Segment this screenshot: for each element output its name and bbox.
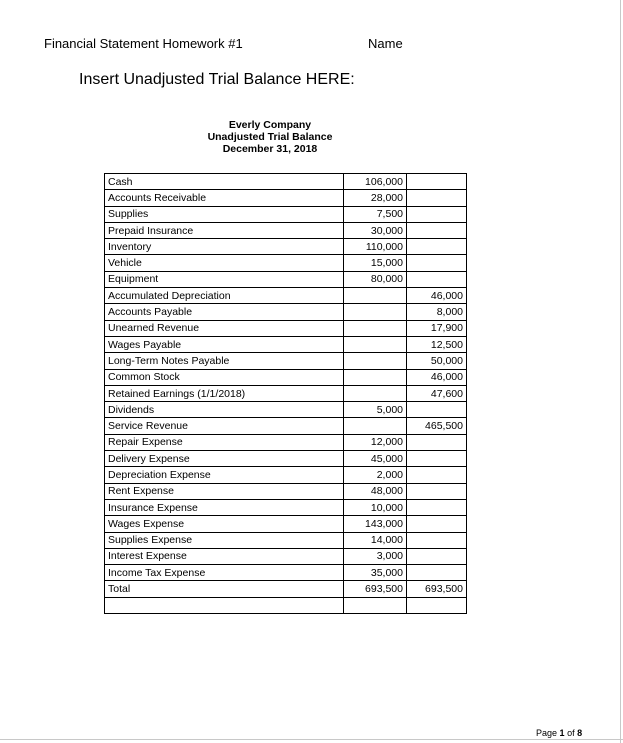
credit-cell xyxy=(407,190,467,206)
page-total: 8 xyxy=(577,728,583,738)
page-number: 1 xyxy=(559,728,565,738)
table-row xyxy=(105,548,467,564)
homework-title: Financial Statement Homework #1 xyxy=(44,36,243,51)
debit-cell: 2,000 xyxy=(344,467,407,483)
table-row xyxy=(105,255,467,271)
debit-cell xyxy=(344,369,407,385)
debit-cell xyxy=(344,385,407,401)
account-cell: Income Tax Expense xyxy=(105,565,344,581)
credit-cell xyxy=(407,565,467,581)
debit-cell: 7,500 xyxy=(344,206,407,222)
credit-cell xyxy=(407,222,467,238)
credit-cell xyxy=(407,255,467,271)
account-cell: Retained Earnings (1/1/2018) xyxy=(105,385,344,401)
debit-cell xyxy=(344,597,407,613)
credit-cell xyxy=(407,434,467,450)
debit-cell: 106,000 xyxy=(344,174,407,190)
credit-cell: 47,600 xyxy=(407,385,467,401)
table-row xyxy=(105,353,467,369)
page-indicator xyxy=(536,728,582,738)
credit-cell xyxy=(407,206,467,222)
debit-cell: 5,000 xyxy=(344,402,407,418)
table-row xyxy=(105,483,467,499)
account-cell xyxy=(105,597,344,613)
table-row xyxy=(105,467,467,483)
debit-cell: 10,000 xyxy=(344,499,407,515)
table-row xyxy=(105,304,467,320)
account-cell: Prepaid Insurance xyxy=(105,222,344,238)
credit-cell: 12,500 xyxy=(407,336,467,352)
debit-cell: 693,500 xyxy=(344,581,407,597)
credit-cell xyxy=(407,597,467,613)
credit-cell: 46,000 xyxy=(407,288,467,304)
debit-cell xyxy=(344,418,407,434)
table-row xyxy=(105,336,467,352)
credit-cell xyxy=(407,516,467,532)
table-row xyxy=(105,597,467,613)
debit-cell xyxy=(344,288,407,304)
credit-cell xyxy=(407,451,467,467)
table-row xyxy=(105,271,467,287)
account-cell: Accounts Receivable xyxy=(105,190,344,206)
account-cell: Depreciation Expense xyxy=(105,467,344,483)
page-edge-right xyxy=(620,0,621,743)
table-row xyxy=(105,451,467,467)
table-row xyxy=(105,320,467,336)
debit-cell xyxy=(344,353,407,369)
credit-cell xyxy=(407,467,467,483)
trial-balance-table xyxy=(104,173,467,614)
account-cell: Dividends xyxy=(105,402,344,418)
account-cell: Inventory xyxy=(105,239,344,255)
debit-cell xyxy=(344,304,407,320)
table-row xyxy=(105,516,467,532)
company-name: Everly Company xyxy=(228,119,312,131)
debit-cell: 15,000 xyxy=(344,255,407,271)
debit-cell: 28,000 xyxy=(344,190,407,206)
table-row xyxy=(105,565,467,581)
debit-cell: 110,000 xyxy=(344,239,407,255)
account-cell: Wages Payable xyxy=(105,336,344,352)
table-row xyxy=(105,385,467,401)
statement-heading xyxy=(180,119,360,155)
account-cell: Long-Term Notes Payable xyxy=(105,353,344,369)
account-cell: Equipment xyxy=(105,271,344,287)
table-row xyxy=(105,581,467,597)
debit-cell: 45,000 xyxy=(344,451,407,467)
table-row xyxy=(105,222,467,238)
page-of: of xyxy=(567,728,575,738)
account-cell: Rent Expense xyxy=(105,483,344,499)
table-row xyxy=(105,239,467,255)
table-row xyxy=(105,418,467,434)
table-row xyxy=(105,499,467,515)
page-edge-bottom xyxy=(0,739,623,740)
table-row xyxy=(105,369,467,385)
name-label: Name xyxy=(368,36,403,51)
debit-cell xyxy=(344,336,407,352)
table-row xyxy=(105,190,467,206)
debit-cell: 35,000 xyxy=(344,565,407,581)
table-row xyxy=(105,174,467,190)
credit-cell xyxy=(407,174,467,190)
debit-cell: 3,000 xyxy=(344,548,407,564)
credit-cell: 46,000 xyxy=(407,369,467,385)
credit-cell: 17,900 xyxy=(407,320,467,336)
account-cell: Accumulated Depreciation xyxy=(105,288,344,304)
account-cell: Common Stock xyxy=(105,369,344,385)
account-cell: Total xyxy=(105,581,344,597)
debit-cell: 12,000 xyxy=(344,434,407,450)
table-row xyxy=(105,532,467,548)
account-cell: Service Revenue xyxy=(105,418,344,434)
statement-name: Unadjusted Trial Balance xyxy=(207,131,333,143)
account-cell: Repair Expense xyxy=(105,434,344,450)
table-row xyxy=(105,288,467,304)
table-row xyxy=(105,402,467,418)
credit-cell xyxy=(407,532,467,548)
debit-cell: 30,000 xyxy=(344,222,407,238)
statement-date: December 31, 2018 xyxy=(222,143,318,155)
account-cell: Delivery Expense xyxy=(105,451,344,467)
debit-cell xyxy=(344,320,407,336)
account-cell: Cash xyxy=(105,174,344,190)
instruction-heading: Insert Unadjusted Trial Balance HERE: xyxy=(79,71,355,88)
debit-cell: 14,000 xyxy=(344,532,407,548)
account-cell: Interest Expense xyxy=(105,548,344,564)
credit-cell xyxy=(407,402,467,418)
account-cell: Supplies Expense xyxy=(105,532,344,548)
credit-cell: 465,500 xyxy=(407,418,467,434)
account-cell: Insurance Expense xyxy=(105,499,344,515)
credit-cell xyxy=(407,548,467,564)
credit-cell xyxy=(407,239,467,255)
credit-cell xyxy=(407,271,467,287)
credit-cell xyxy=(407,499,467,515)
debit-cell: 80,000 xyxy=(344,271,407,287)
account-cell: Accounts Payable xyxy=(105,304,344,320)
page-prefix: Page xyxy=(536,728,558,738)
credit-cell: 8,000 xyxy=(407,304,467,320)
credit-cell: 50,000 xyxy=(407,353,467,369)
debit-cell: 143,000 xyxy=(344,516,407,532)
credit-cell xyxy=(407,483,467,499)
account-cell: Unearned Revenue xyxy=(105,320,344,336)
account-cell: Supplies xyxy=(105,206,344,222)
account-cell: Wages Expense xyxy=(105,516,344,532)
credit-cell: 693,500 xyxy=(407,581,467,597)
table-row xyxy=(105,206,467,222)
debit-cell: 48,000 xyxy=(344,483,407,499)
account-cell: Vehicle xyxy=(105,255,344,271)
table-row xyxy=(105,434,467,450)
